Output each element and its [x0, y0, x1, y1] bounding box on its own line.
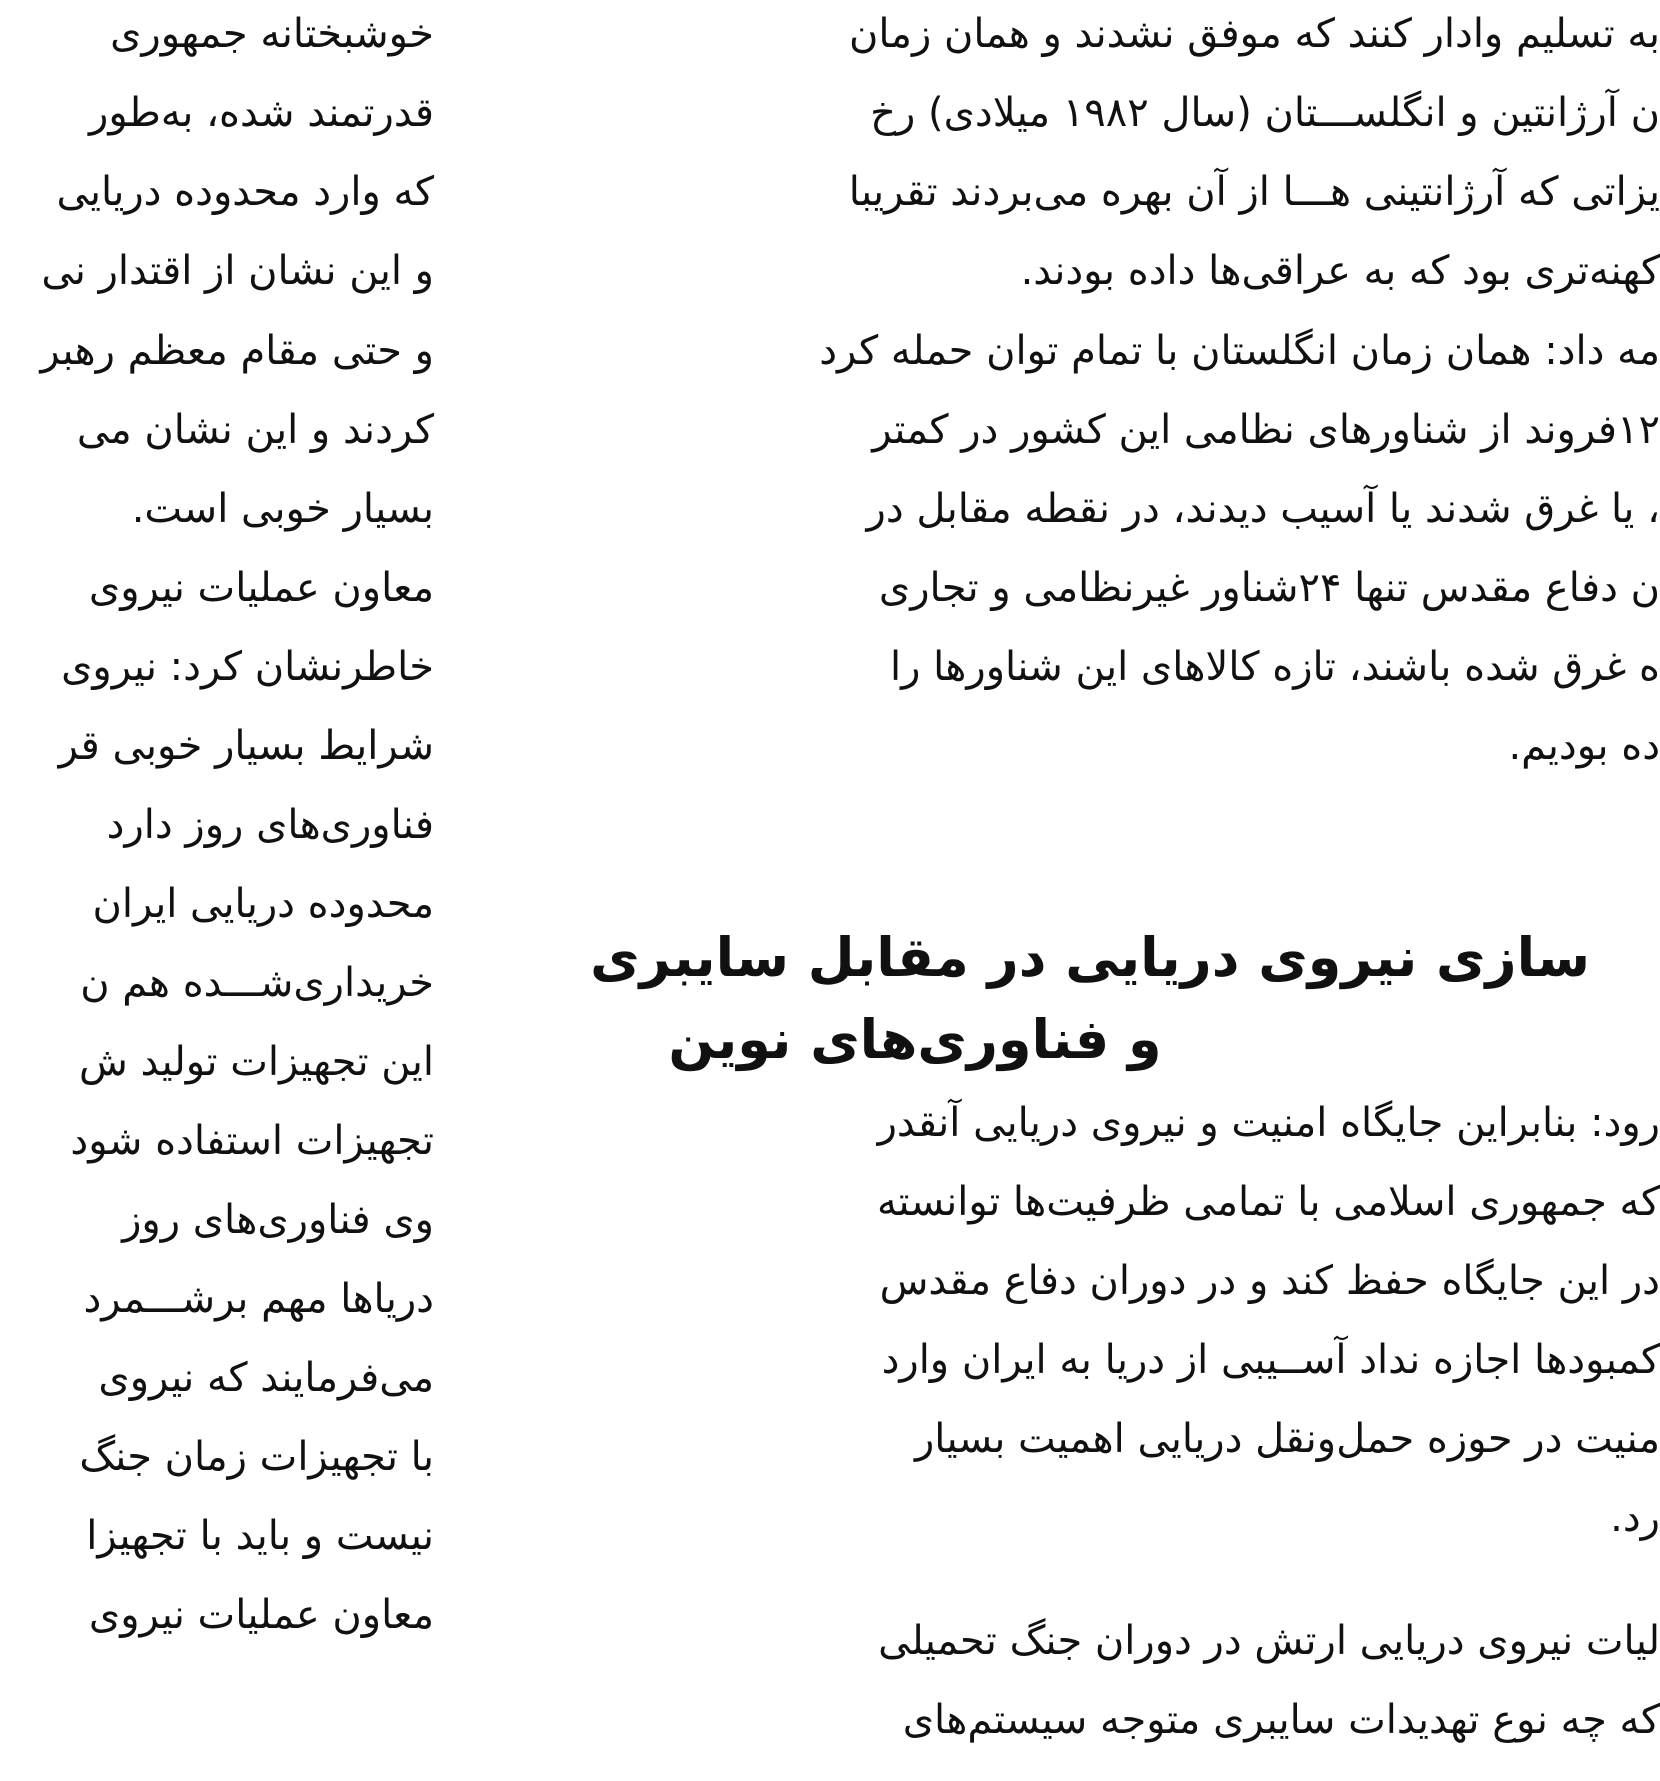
text-line: محدوده دریایی ایران	[92, 881, 434, 927]
text-line: رود: بنابراین جایگاه امنیت و نیروی دریایی آنقدر	[877, 1100, 1660, 1146]
text-line: دریاها مهم برشـــمرد	[83, 1276, 434, 1322]
text-line: ن دفاع مقدس تنها ۲۴شناور غیرنظامی و تجاری	[878, 565, 1660, 611]
text-line: ، یا غرق شدند یا آسیب دیدند، در نقطه مقابل در	[866, 486, 1660, 532]
text-line: بسیار خوبی است.	[131, 486, 434, 532]
text-line: ه غرق شده باشند، تازه کالاهای این شناورها را	[889, 644, 1660, 690]
left-column	[0, 0, 440, 1781]
right-column	[525, 0, 1660, 1781]
text-line: کمبودها اجازه نداد آســیبی از دریا به ایران وارد	[881, 1337, 1660, 1383]
text-line: منیت در حوزه حمل‌ونقل دریایی اهمیت بسیار	[914, 1416, 1660, 1462]
text-line: می‌فرمایند که نیروی	[98, 1355, 434, 1401]
text-line: این تجهیزات تولید ش	[78, 1039, 434, 1085]
text-line: فناوری‌های روز دارد	[106, 802, 434, 848]
text-line: مه داد: همان زمان انگلستان با تمام توان حمله کرد	[819, 328, 1660, 374]
text-line: کردند و این نشان می	[76, 407, 434, 453]
text-line: که چه نوع تهدیدات سایبری متوجه سیستم‌های	[902, 1697, 1660, 1743]
text-line: در این جایگاه حفظ کند و در دوران دفاع مقدس	[879, 1258, 1660, 1304]
text-line: تجهیزات استفاده شود	[70, 1118, 434, 1164]
text-line: یزاتی که آرژانتینی هـــا از آن بهره می‌بردند تقریبا	[848, 169, 1660, 215]
text-line: رد.	[1610, 1495, 1660, 1541]
text-line: به تسلیم وادار کنند که موفق نشدند و همان زمان	[848, 11, 1660, 57]
text-line: ده بودیم.	[1508, 723, 1660, 769]
text-line: نیست و باید با تجهیزا	[86, 1513, 434, 1559]
section-heading: و فناوری‌های نوین	[668, 1008, 1162, 1071]
text-line: و حتی مقام معظم رهبر	[40, 328, 434, 374]
text-line: شرایط بسیار خوبی قر	[58, 723, 434, 769]
text-line: خریداری‌شـــده هم ن	[80, 960, 434, 1006]
text-line: معاون عملیات نیروی	[88, 1592, 434, 1638]
text-line: کهنه‌تری بود که به عراقی‌ها داده بودند.	[1020, 248, 1660, 294]
text-line: ۱۲فروند از شناورهای نظامی این کشور در کمتر	[872, 407, 1660, 453]
text-line: که جمهوری اسلامی با تمامی ظرفیت‌ها توانسته	[876, 1179, 1660, 1225]
text-line: خوشبختانه جمهوری	[110, 11, 434, 57]
text-line: وی فناوری‌های روز	[122, 1197, 434, 1243]
text-line: که وارد محدوده دریایی	[56, 169, 434, 215]
text-line: قدرتمند شده، به‌طور	[89, 90, 434, 136]
text-line: لیات نیروی دریایی ارتش در دوران جنگ تحمیلی	[878, 1618, 1660, 1664]
text-line: خاطرنشان کرد: نیروی	[61, 644, 434, 690]
section-heading: سازی نیروی دریایی در مقابل سایبری	[590, 926, 1590, 989]
text-line: ن آرژانتین و انگلســـتان (سال ۱۹۸۲ میلادی) رخ	[870, 90, 1660, 136]
text-line: و این نشان از اقتدار نی	[41, 248, 434, 294]
text-line: با تجهیزات زمان جنگ	[79, 1434, 434, 1480]
text-line: معاون عملیات نیروی	[88, 565, 434, 611]
